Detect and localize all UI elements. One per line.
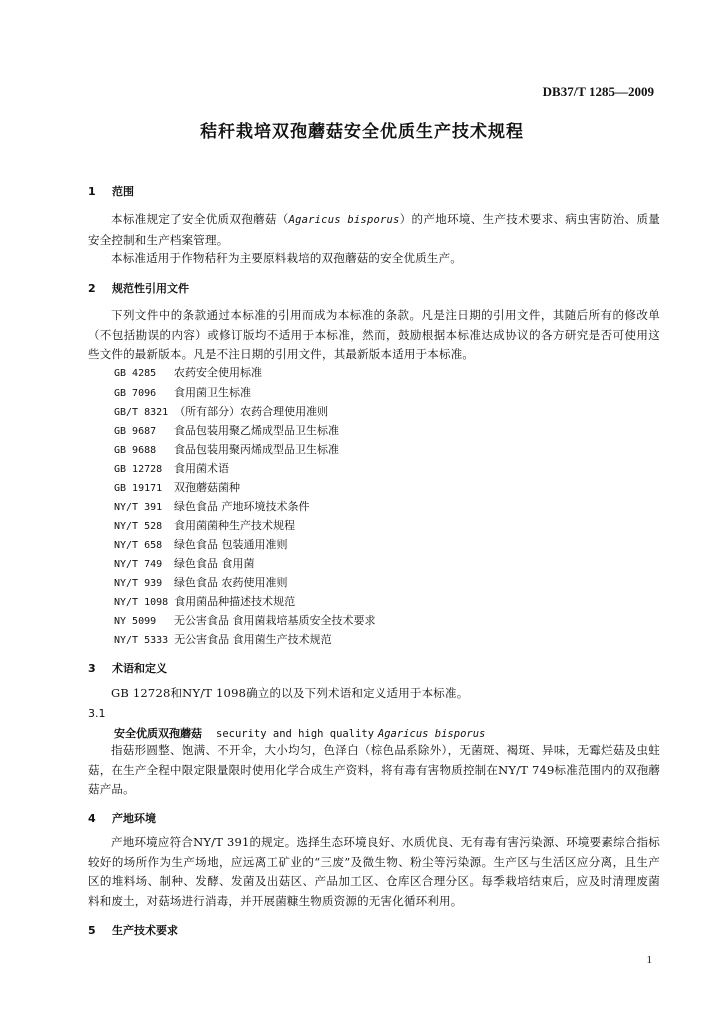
section-1-paragraph-1 [88, 210, 660, 250]
term-definition: 指菇形圆整、饱满、不开伞，大小均匀，色泽白（棕色品系除外），无菌斑、褐斑、异味，无霉烂菇及虫蛀菇，在生产全程中限定限量限时使用化学合成生产资料，将有毒有害物质控制在NY/T 749标准范围内的双孢蘑菇产品。 [88, 743, 660, 796]
reference-name: 绿色食品 食用菌 [174, 557, 255, 570]
reference-item [114, 479, 240, 495]
reference-item [114, 536, 288, 552]
reference-name: 食用菌卫生标准 [174, 386, 251, 399]
section-1-paragraph-2: 本标准适用于作物秸秆为主要原料栽培的双孢蘑菇的安全优质生产。 [111, 251, 462, 265]
reference-code: GB/T 8321 [114, 407, 169, 418]
reference-name: 食用菌术语 [174, 462, 229, 475]
reference-code: NY/T 1098 [114, 597, 169, 608]
section-number: 2 [88, 282, 96, 295]
reference-name: 农药安全使用标准 [174, 366, 262, 379]
reference-item [114, 517, 295, 533]
reference-item [114, 403, 328, 419]
section-3-intro: GB 12728和NY/T 1098确立的以及下列术语和定义适用于本标准。 [111, 686, 469, 700]
term-english: security and high quality [216, 728, 375, 740]
latin-name: Agaricus bisporus [288, 214, 400, 226]
section-2-heading [88, 280, 189, 296]
reference-code: GB 12728 [114, 464, 163, 475]
reference-item [114, 498, 310, 514]
section-2-intro: 下列文件中的条款通过本标准的引用而成为本标准的条款。凡是注日期的引用文件，其随后所有的修改单（不包括勘误的内容）或修订版均不适用于本标准，然而，鼓励根据本标准达成协议的各方研究是否可使用这些文件的最新版本。凡是不注日期的引用文件，其最新版本适用于本标准。 [88, 308, 660, 361]
reference-name: 食品包装用聚丙烯成型品卫生标准 [174, 443, 339, 456]
section-4-paragraph: 产地环境应符合NY/T 391的规定。选择生态环境良好、水质优良、无有毒有害污染源、环境要素综合指标较好的场所作为生产场地，应远离工矿业的“三废”及微生物、粉尘等污染源。生产区与生活区应分离，且生产区的堆料场、制种、发酵、发菌及出菇区、产品加工区、仓库区合理分区。每季栽培结束后，应及时清理废菌料和废土，对菇场进行消毒，并开展菌糠生物质资源的无害化循环利用。 [88, 835, 660, 908]
reference-item [114, 574, 288, 590]
reference-code: NY 5099 [114, 616, 157, 627]
term-chinese: 安全优质双孢蘑菇 [114, 727, 202, 740]
reference-code: NY/T 749 [114, 559, 163, 570]
section-number: 5 [88, 924, 96, 937]
reference-code: NY/T 5333 [114, 635, 169, 646]
reference-name: 食品包装用聚乙烯成型品卫生标准 [174, 424, 339, 437]
reference-item [114, 631, 332, 647]
reference-code: GB 4285 [114, 368, 157, 379]
reference-code: NY/T 391 [114, 502, 163, 513]
term-number: 3.1 [88, 707, 106, 720]
section-title: 范围 [112, 185, 134, 198]
reference-name: 食用菌菌种生产技术规程 [174, 519, 295, 532]
section-title: 规范性引用文件 [112, 282, 189, 295]
reference-item [114, 422, 339, 438]
reference-name: 无公害食品 食用菌栽培基质安全技术要求 [174, 614, 376, 627]
section-title: 产地环境 [112, 812, 156, 825]
term-heading [114, 725, 485, 741]
reference-name: 双孢蘑菇菌种 [174, 481, 240, 494]
reference-code: GB 9688 [114, 445, 157, 456]
reference-name: （所有部分）农药合理使用准则 [174, 405, 329, 418]
reference-item [114, 593, 295, 609]
reference-code: GB 7096 [114, 388, 157, 399]
text-run: ）的产地环境、生产技术要求、病虫害防治、质量安全控制和生产档案管理。 [88, 212, 660, 247]
reference-code: NY/T 658 [114, 540, 163, 551]
page-number: 1 [646, 954, 652, 966]
section-1-heading [88, 183, 134, 199]
section-number: 1 [88, 185, 96, 198]
reference-code: GB 19171 [114, 483, 163, 494]
section-title: 术语和定义 [112, 662, 167, 675]
reference-name: 无公害食品 食用菌生产技术规范 [174, 633, 332, 646]
reference-name: 绿色食品 包装通用准则 [174, 538, 288, 551]
term-latin: Agaricus bisporus [377, 728, 486, 740]
reference-item [114, 441, 339, 457]
section-number: 3 [88, 662, 96, 675]
reference-item [114, 460, 229, 476]
section-3-heading [88, 660, 167, 676]
reference-item [114, 364, 262, 380]
reference-name: 绿色食品 农药使用准则 [174, 576, 288, 589]
reference-item [114, 384, 251, 400]
section-5-heading [88, 922, 178, 938]
reference-item [114, 555, 255, 571]
reference-code: NY/T 939 [114, 578, 163, 589]
section-4-heading [88, 810, 156, 826]
reference-code: GB 9687 [114, 426, 157, 437]
reference-name: 食用菌品种描述技术规范 [174, 595, 296, 608]
document-title: 秸秆栽培双孢蘑菇安全优质生产技术规程 [200, 122, 524, 142]
reference-item [114, 612, 376, 628]
reference-name: 绿色食品 产地环境技术条件 [174, 500, 310, 513]
standard-code: DB37/T 1285—2009 [542, 84, 654, 99]
reference-code: NY/T 528 [114, 521, 163, 532]
section-title: 生产技术要求 [112, 924, 178, 937]
section-number: 4 [88, 812, 96, 825]
text-run: 本标准规定了安全优质双孢蘑菇（ [111, 212, 289, 226]
